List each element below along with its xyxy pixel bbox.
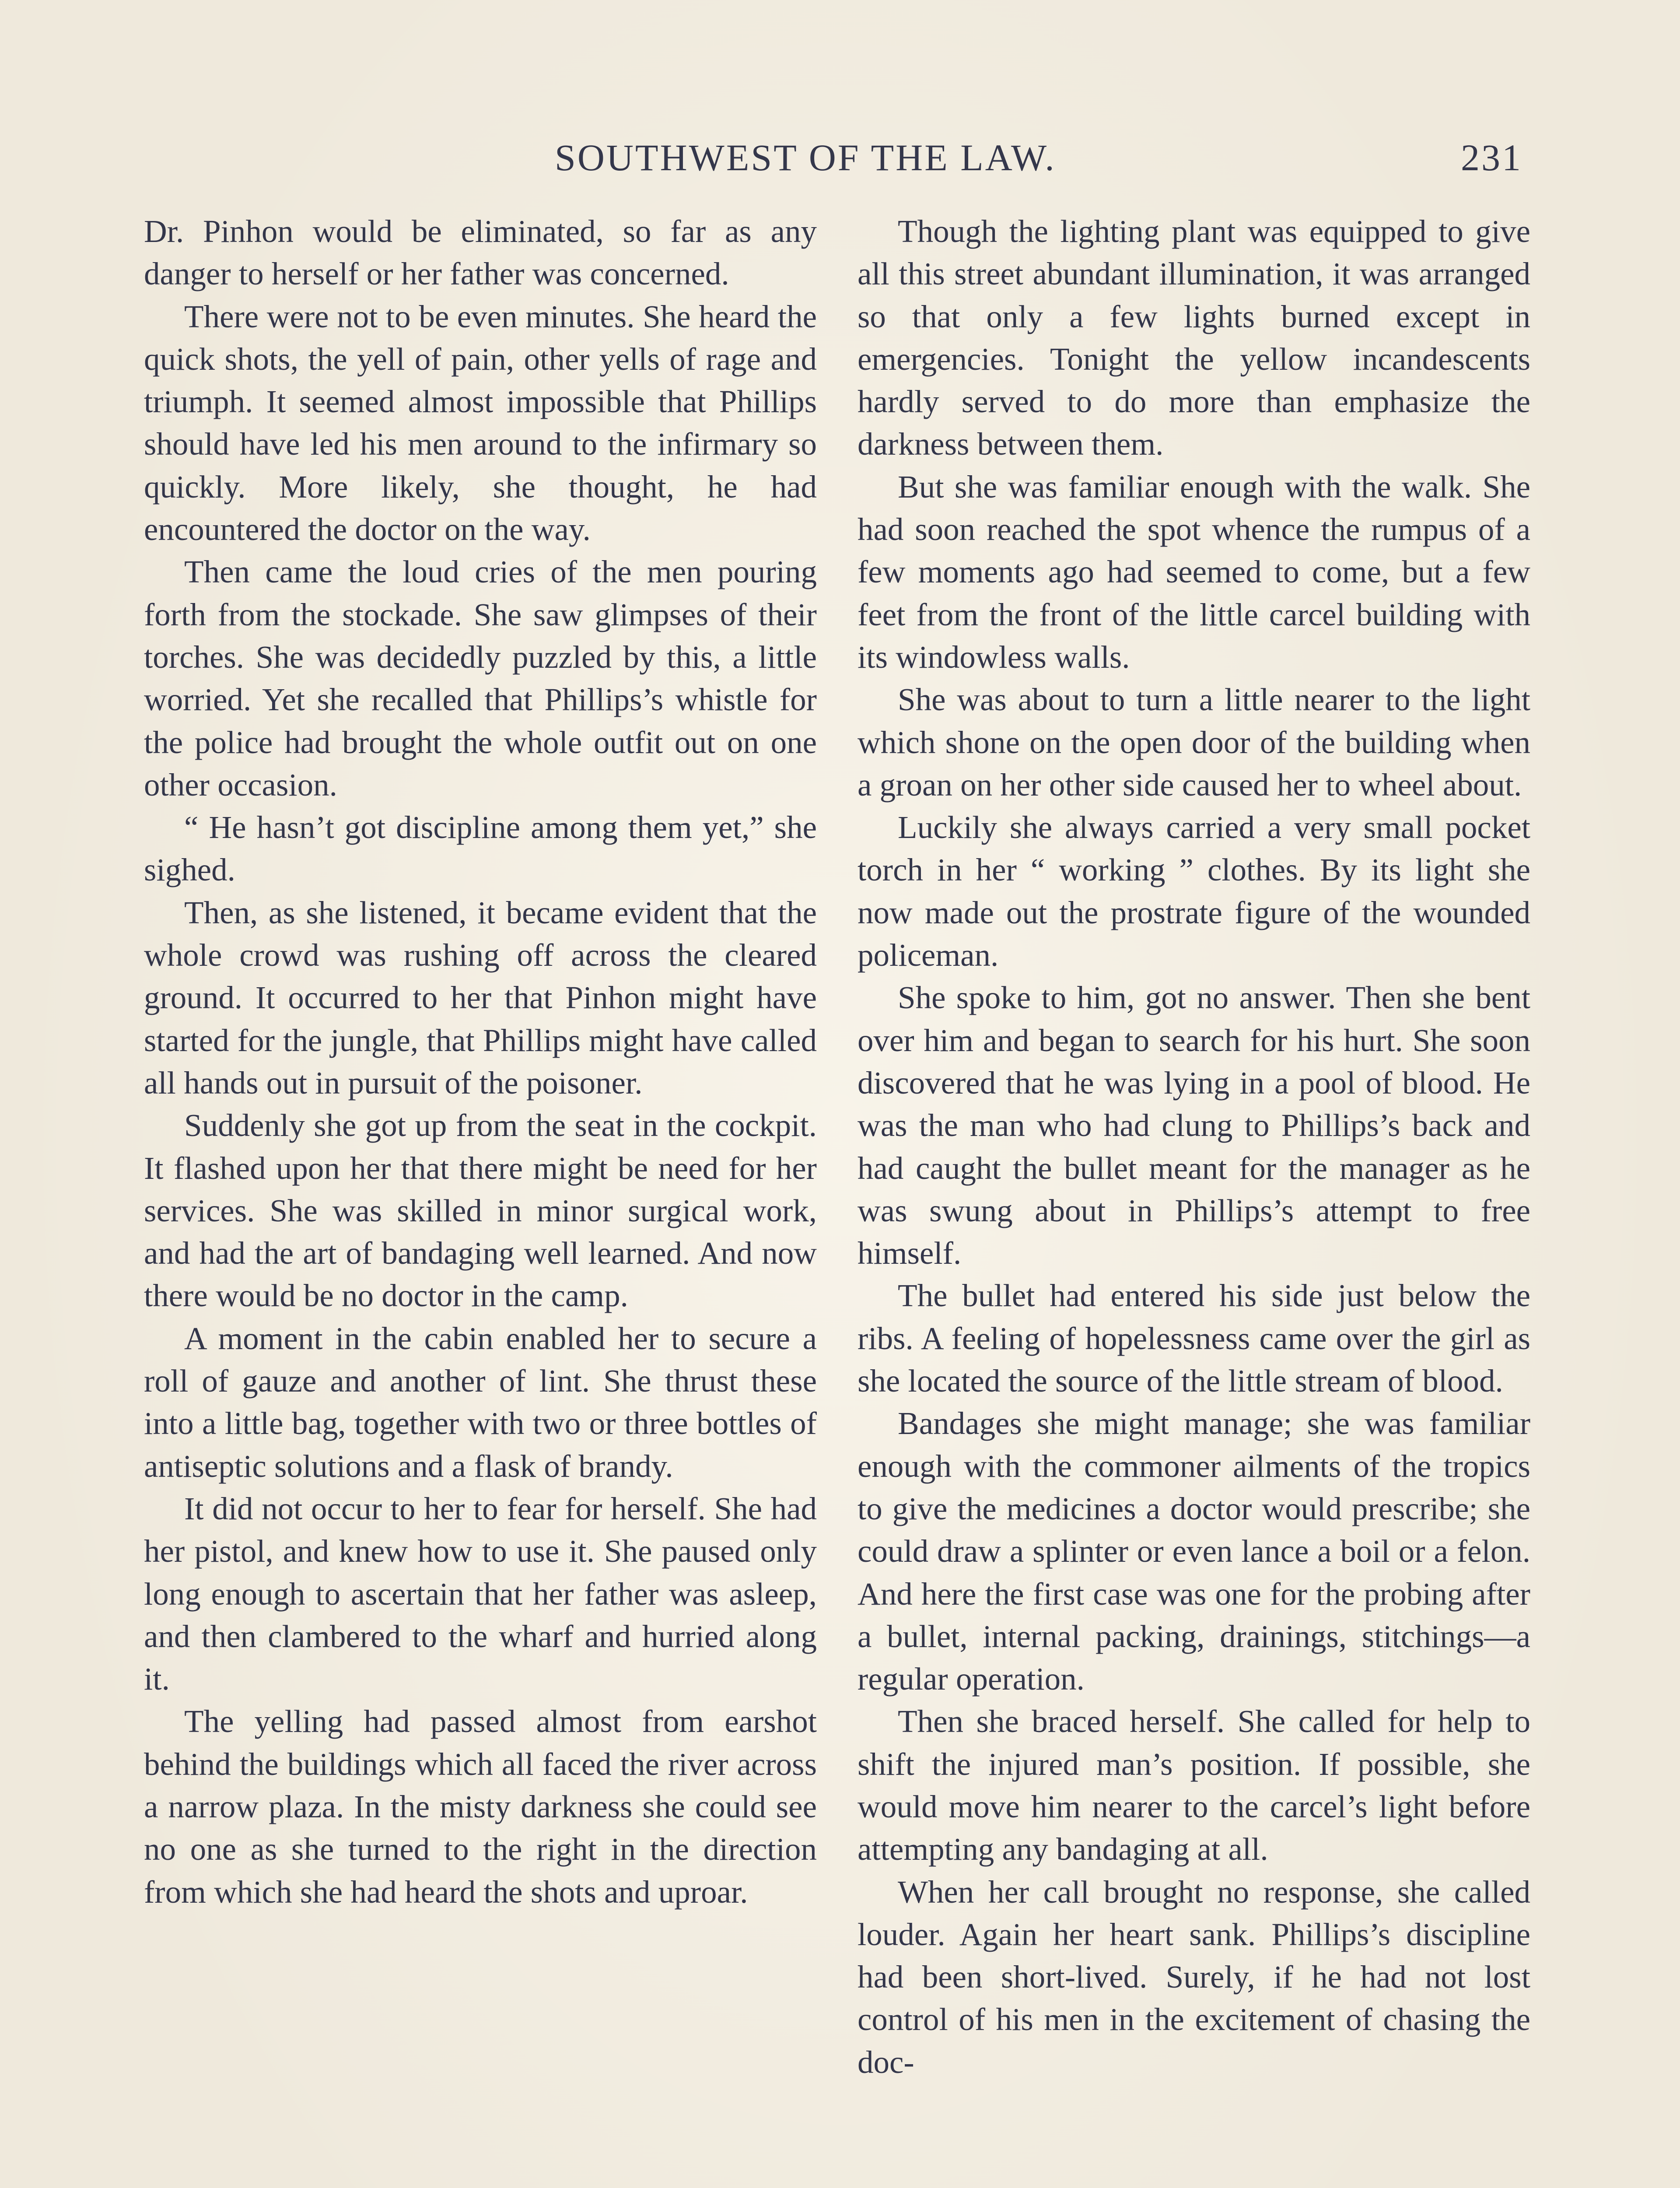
paragraph: Though the lighting plant was equipped to give all this street abundant illumination, it was arranged so that only a few lights burned except in emergencies. Tonight the yellow incandescents hardly served to do more than emphasize the darkness between them.	[858, 214, 1530, 462]
paragraph: She spoke to him, got no answer. Then she bent over him and began to search for his hurt. She soon discovered that he was lying in a pool of blood. He was the man who had clung to Phillips’s back and had caught the bullet meant for the manager as he was swung about in Phillips’s attempt to free himself.	[858, 980, 1530, 1271]
paragraph: When her call brought no response, she called louder. Again her heart sank. Phillips’s discipline had been short-lived. Surely, if he had not lost control of his men in the excitement of chasing the doc-	[858, 1874, 1530, 2080]
right-text-column	[858, 210, 1530, 2083]
page-number: 231	[1461, 137, 1522, 179]
paragraph: Suddenly she got up from the seat in the cockpit. It flashed upon her that there might be need for her services. She was skilled in minor surgical work, and had the art of bandaging well learned. And now there would be no doctor in the camp.	[144, 1108, 817, 1314]
paragraph: Then, as she listened, it became evident that the whole crowd was rushing off across the cleared ground. It occurred to her that Pinhon might have started for the jungle, that Phillips might have called all hands out in pursuit of the poisoner.	[144, 894, 817, 1101]
paragraph: The yelling had passed almost from earshot behind the buildings which all faced the river across a narrow plaza. In the misty darkness she could see no one as she turned to the right in the direction from which she had heard the shots and uproar.	[144, 1704, 817, 1910]
paragraph: But she was familiar enough with the walk. She had soon reached the spot whence the rumpus of a few moments ago had seemed to come, but a few feet from the front of the little carcel building with its windowless walls.	[858, 469, 1530, 675]
paragraph: It did not occur to her to fear for herself. She had her pistol, and knew how to use it. She paused only long enough to ascertain that her father was asleep, and then clambered to the wharf and hurried along it.	[144, 1490, 817, 1697]
paragraph: She was about to turn a little nearer to the light which shone on the open door of the building when a groan on her other side caused her to wheel about.	[858, 682, 1530, 803]
left-text-column	[144, 210, 817, 1913]
paragraph: There were not to be even minutes. She heard the quick shots, the yell of pain, other yells of rage and triumph. It seemed almost impossible that Phillips should have led his men around to the infirmary so quickly. More likely, she thought, he had encountered the doctor on the way.	[144, 298, 817, 547]
paragraph: “ He hasn’t got discipline among them yet,” she sighed.	[144, 810, 817, 888]
paragraph: Then she braced herself. She called for help to shift the injured man’s position. If possible, she would move him nearer to the carcel’s light before attempting any bandaging at all.	[858, 1704, 1530, 1867]
paragraph: Luckily she always carried a very small pocket torch in her “ working ” clothes. By its light she now made out the prostrate figure of the wounded policeman.	[858, 810, 1530, 973]
paragraph: The bullet had entered his side just below the ribs. A feeling of hopelessness came over the girl as she located the source of the little stream of blood.	[858, 1278, 1530, 1399]
paragraph: Bandages she might manage; she was familiar enough with the commoner ailments of the tropics to give the medicines a doctor would prescribe; she could draw a splinter or even lance a boil or a felon. And here the first case was one for the probing after a bullet, internal packing, drainings, stitchings—a regular operation.	[858, 1406, 1530, 1697]
paragraph: Dr. Pinhon would be eliminated, so far as any danger to herself or her father was concerned.	[144, 214, 817, 292]
paragraph: Then came the loud cries of the men pouring forth from the stockade. She saw glimpses of their torches. She was decidedly puzzled by this, a little worried. Yet she recalled that Phillips’s whistle for the police had brought the whole outfit out on one other occasion.	[144, 554, 817, 803]
paragraph: A moment in the cabin enabled her to secure a roll of gauze and another of lint. She thrust these into a little bag, together with two or three bottles of antiseptic solutions and a flask of brandy.	[144, 1320, 817, 1484]
running-header	[516, 131, 1522, 184]
running-title: SOUTHWEST OF THE LAW.	[555, 137, 1056, 179]
